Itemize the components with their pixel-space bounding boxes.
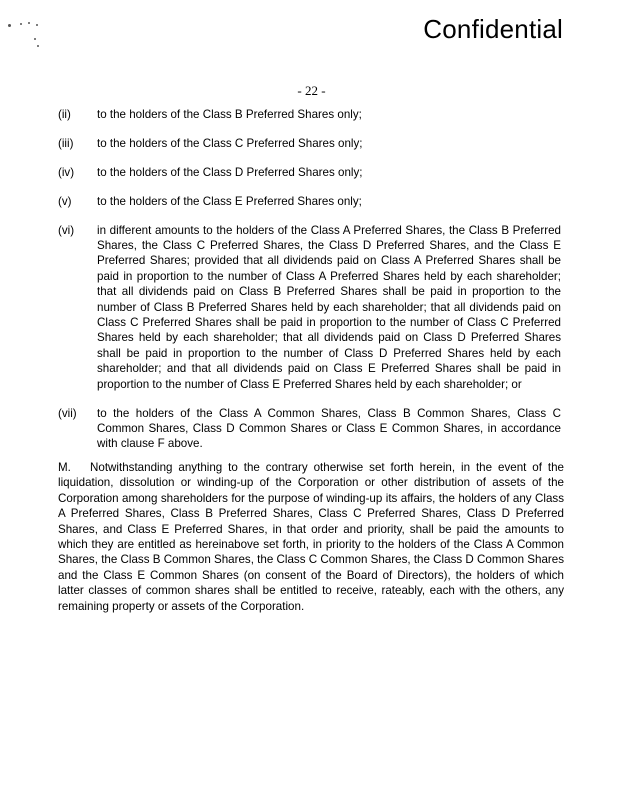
list-item — [58, 406, 561, 452]
list-item-text: in different amounts to the holders of the Class A Preferred Shares, the Class B Preferred Shares, the Class C Preferred Shares, the Class D Preferred Shares, and the Class E Preferred Shares; provided that all dividends paid on Class A Preferred Shares shall be paid in proportion to the number of Class A Preferred Shares held by each shareholder; that all dividends paid on Class B Preferred Shares shall be paid in proportion to the number of Class B Preferred Shares held by each shareholder; that all dividends paid on Class C Preferred Shares shall be paid in proportion to the number of Class C Preferred Shares held by each shareholder; that all dividends paid on Class D Preferred Shares shall be paid in proportion to the number of Class D Preferred Shares held by each shareholder; and that all dividends paid on Class E Preferred Shares shall be paid in proportion to the number of Class E Preferred Shares held by each shareholder; or — [97, 223, 561, 391]
paragraph-m — [58, 460, 564, 614]
confidential-header: Confidential — [423, 14, 563, 44]
list-item-number: (vi) — [58, 223, 75, 237]
list-item — [58, 194, 561, 209]
list-item-text: to the holders of the Class C Preferred Shares only; — [97, 136, 363, 150]
list-item-text: to the holders of the Class A Common Shares, Class B Common Shares, Class C Common Shares, Class D Common Shares or Class E Common Shares, in accordance with clause F above. — [97, 406, 561, 451]
list-item — [58, 136, 561, 151]
list-item-text: to the holders of the Class D Preferred Shares only; — [97, 165, 363, 179]
scan-specks — [6, 18, 46, 58]
list-item-number: (v) — [58, 194, 72, 208]
list-item-text: to the holders of the Class E Preferred Shares only; — [97, 194, 362, 208]
list-item-text: to the holders of the Class B Preferred Shares only; — [97, 108, 362, 121]
list-item-number: (iii) — [58, 136, 74, 150]
list-item — [58, 223, 561, 392]
list-item-number: (iv) — [58, 165, 75, 179]
list-item-number: (ii) — [58, 108, 71, 121]
paragraph-text: Notwithstanding anything to the contrary otherwise set forth herein, in the event of the liquidation, dissolution or winding-up of the Corporation or other distribution of assets of the Corporation among shareholders for the purpose of winding-up its affairs, the holders of any Class A Preferred Shares, Class B Preferred Shares, Class C Preferred Shares, Class D Preferred Shares, and Class E Preferred Shares, in that order and priority, shall be paid the amounts to which they are entitled as hereinabove set forth, in priority to the holders of the Class A Common Shares, the Class B Common Shares, the Class C Common Shares, the Class D Common Shares and the Class E Common Shares (on consent of the Board of Directors), the holders of which latter classes of common shares shall be entitled to receive, rateably, each with the others, any remaining property or assets of the Corporation. — [58, 461, 564, 613]
list-item-number: (vii) — [58, 406, 77, 420]
dividend-options-list — [58, 107, 561, 465]
page-number: - 22 - — [297, 83, 326, 98]
paragraph-label: M. — [58, 461, 71, 474]
list-item — [58, 165, 561, 180]
list-item — [58, 107, 561, 122]
